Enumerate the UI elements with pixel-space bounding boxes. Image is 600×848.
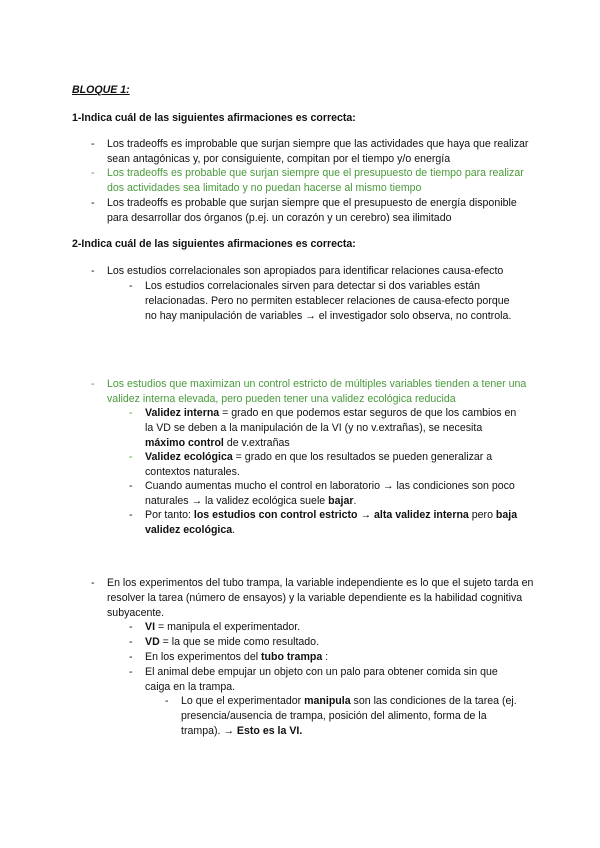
- validez-interna-item: [129, 406, 520, 451]
- por-tanto-lead: Por tanto:: [145, 509, 194, 521]
- bullet-dash: -: [91, 577, 95, 589]
- validez-ecologica-item: [129, 450, 520, 480]
- q2-option-b-correct: [91, 377, 537, 407]
- q1-option-2-correct: [91, 166, 537, 196]
- esto-es-vi-bold: → Esto es la VI.: [223, 725, 303, 737]
- q2-option-a-note-text: Los estudios correlacionales sirven para detectar si dos variables están relacionadas. Pero no permiten establecer relaciones de causa-efecto porque no hay manipulación de variables → el investigador solo observa, no controla.: [145, 280, 512, 322]
- bullet-dash: -: [165, 695, 169, 707]
- control-lab-text: Cuando aumentas mucho el control en laboratorio → las condiciones son poco naturales → la validez ecológica suele: [145, 480, 515, 507]
- bullet-dash: -: [91, 378, 95, 390]
- animal-text: El animal debe empujar un objeto con un palo para obtener comida sin que caiga en la trampa.: [145, 666, 498, 693]
- maximo-control: máximo control: [145, 437, 224, 449]
- validez-interna-end: de v.extrañas: [223, 437, 290, 449]
- q1-option-2-text: Los tradeoffs es probable que surjan siempre que el presupuesto de tiempo para realizar dos actividades sea limitado y no puedan hacerse al mismo tiempo: [107, 167, 524, 194]
- bullet-dash: -: [91, 138, 95, 150]
- bullet-dash: -: [129, 509, 133, 521]
- por-tanto-bold-2: baja validez ecológica: [145, 509, 518, 536]
- q1-option-1-text: Los tradeoffs es improbable que surjan siempre que las actividades que haya que realizar sean antagónicas y, por consiguiente, compitan por el tiempo y/o energía: [107, 138, 529, 165]
- question-2-title: 2-Indica cuál de las siguientes afirmaciones es correcta:: [72, 238, 356, 250]
- tubo-end: :: [322, 651, 329, 663]
- validez-ecologica-def: = grado en que los resultados se pueden generalizar a contextos naturales.: [145, 451, 493, 478]
- q1-option-3: [91, 196, 537, 226]
- bullet-dash: -: [91, 265, 95, 277]
- q1-option-1: [91, 137, 537, 167]
- bajar-bold: bajar: [328, 495, 354, 507]
- validez-interna-def: = grado en que podemos estar seguros de que los cambios en la VD se deben a la manipulación de la VI (y no v.extrañas), se necesita: [145, 407, 517, 434]
- control-lab-end: .: [353, 495, 357, 507]
- bullet-dash: -: [129, 636, 133, 648]
- bullet-dash: -: [129, 407, 133, 419]
- q2-option-b-text: Los estudios que maximizan un control estricto de múltiples variables tienden a tener una validez interna elevada, pero pueden tener una validez ecológica reducida: [107, 378, 527, 405]
- bullet-dash: -: [129, 666, 133, 678]
- manipula-bold: manipula: [304, 695, 351, 707]
- vd-def: = la que se mide como resultado.: [159, 636, 320, 648]
- bullet-dash: -: [91, 167, 95, 179]
- validez-interna-term: Validez interna: [145, 407, 220, 419]
- vi-item: [129, 620, 520, 635]
- tubo-lead: En los experimentos del: [145, 651, 262, 663]
- vi-def: = manipula el experimentador.: [155, 621, 301, 633]
- bullet-dash: -: [91, 197, 95, 209]
- manipula-item: [165, 694, 526, 739]
- vi-term: VI: [145, 621, 156, 633]
- animal-item: [129, 665, 520, 695]
- q2-option-a-text: Los estudios correlacionales son apropiados para identificar relaciones causa-efecto: [107, 265, 504, 277]
- vd-item: [129, 635, 520, 650]
- manipula-mid: son las condiciones de la tarea (ej. presencia/ausencia de trampa, posición del alimento, forma de la trampa).: [181, 695, 517, 737]
- validez-ecologica-term: Validez ecológica: [145, 451, 233, 463]
- block-title: BLOQUE 1:: [72, 84, 130, 96]
- control-lab-item: [129, 479, 520, 509]
- bullet-dash: -: [129, 651, 133, 663]
- por-tanto-bold-1: los estudios con control estricto → alta validez interna: [193, 509, 469, 521]
- q2-option-c-text: En los experimentos del tubo trampa, la variable independiente es lo que el sujeto tarda en resolver la tarea (número de ensayos) y la variable dependiente es la habilidad cognitiva subyacente.: [107, 577, 534, 619]
- por-tanto-item: [129, 508, 520, 538]
- bullet-dash: -: [129, 480, 133, 492]
- q2-option-a: [91, 264, 537, 279]
- question-1-title: 1-Indica cuál de las siguientes afirmaciones es correcta:: [72, 112, 356, 124]
- q2-option-a-note: [129, 279, 520, 324]
- por-tanto-mid: pero: [468, 509, 496, 521]
- q1-option-3-text: Los tradeoffs es probable que surjan siempre que el presupuesto de energía disponible para desarrollar dos órganos (p.ej. un corazón y un cerebro) sea ilimitado: [107, 197, 517, 224]
- tubo-item: [129, 650, 520, 665]
- tubo-trampa-bold: tubo trampa: [261, 651, 323, 663]
- q2-option-c: [91, 576, 537, 621]
- bullet-dash: -: [129, 451, 133, 463]
- por-tanto-end: .: [232, 524, 236, 536]
- manipula-lead: Lo que el experimentador: [181, 695, 305, 707]
- vd-term: VD: [145, 636, 160, 648]
- bullet-dash: -: [129, 621, 133, 633]
- bullet-dash: -: [129, 280, 133, 292]
